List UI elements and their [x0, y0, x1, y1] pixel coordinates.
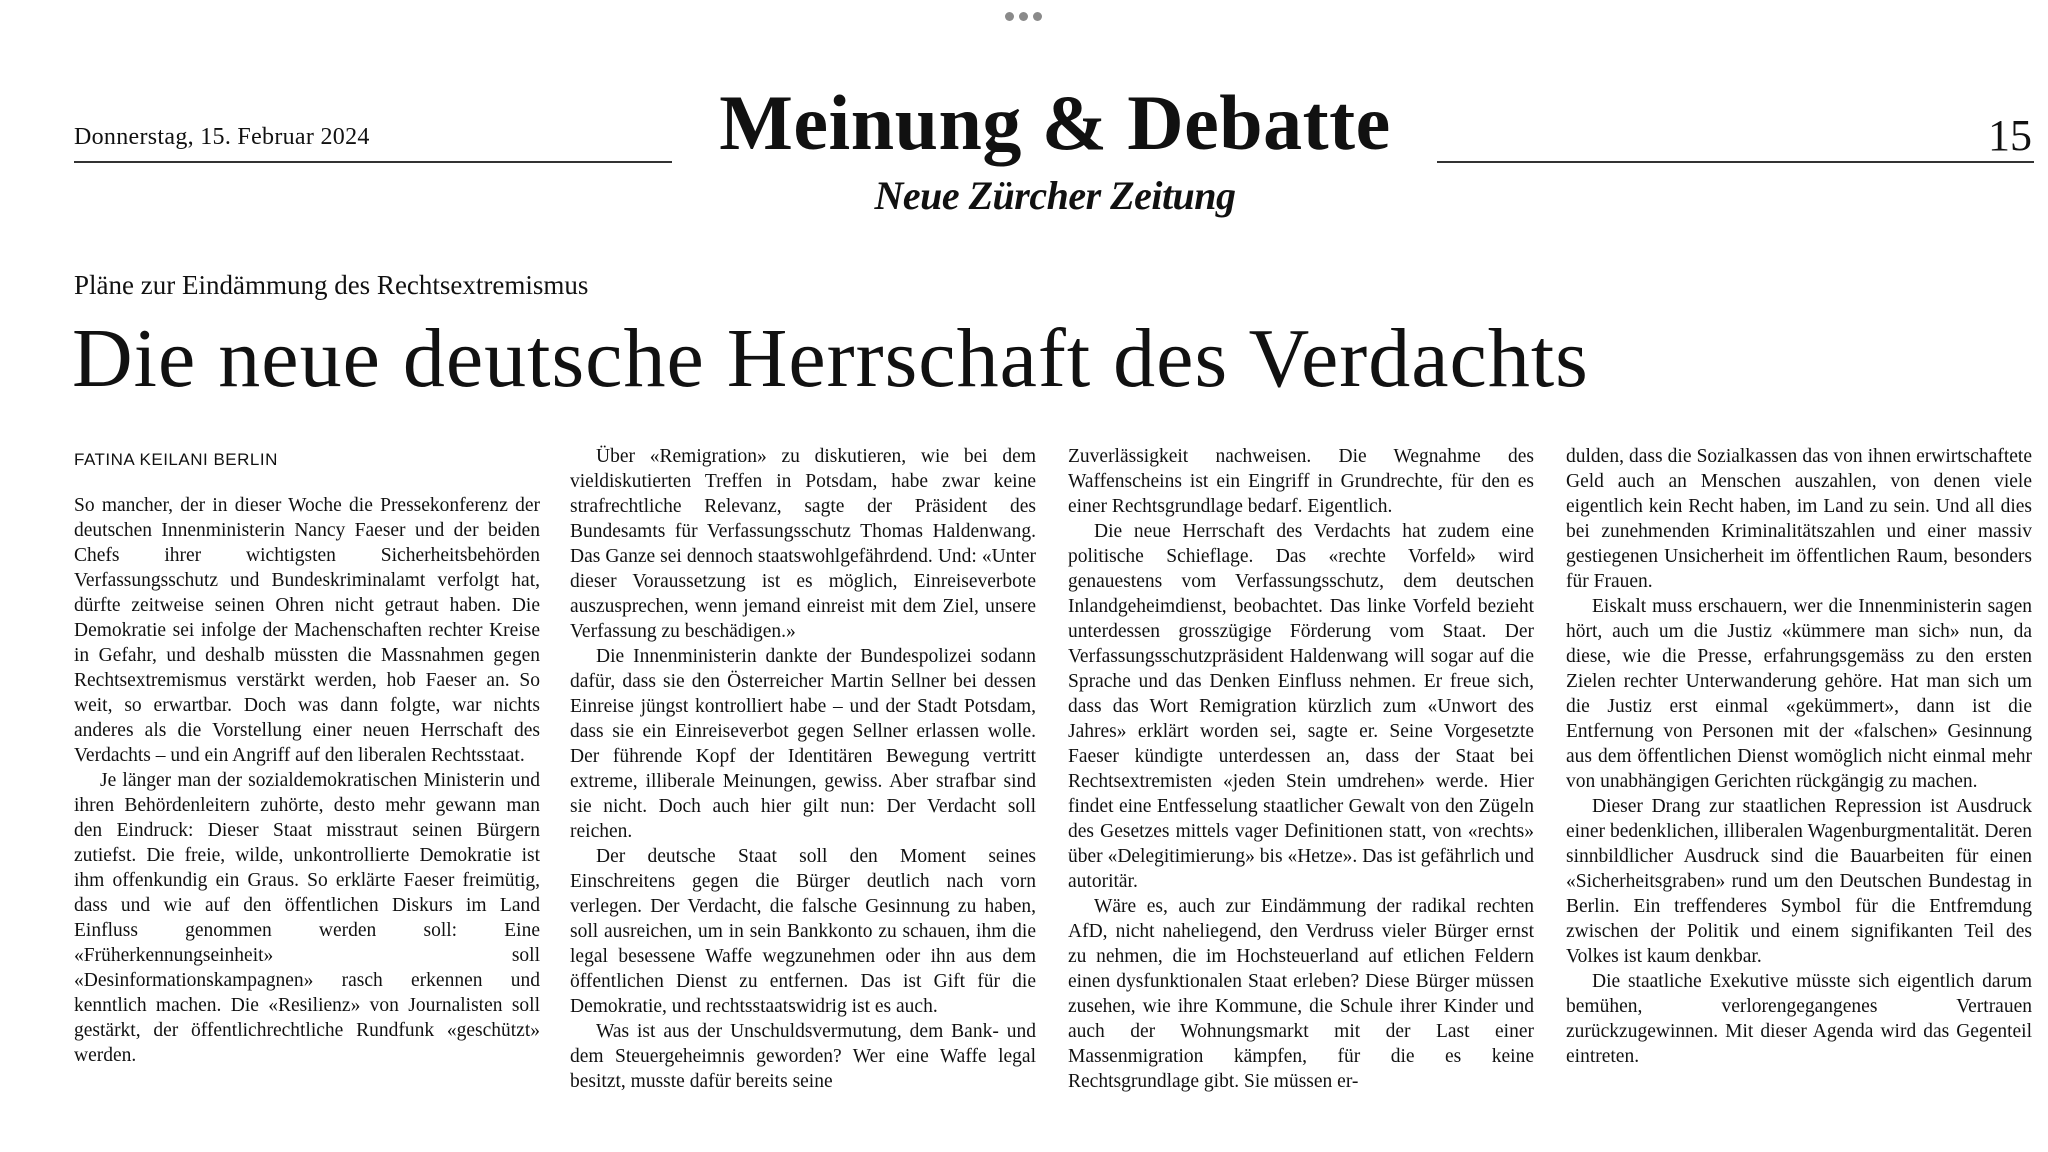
paragraph: Wäre es, auch zur Eindämmung der radikal rechten AfD, nicht naheliegend, den Verdruss vieler Bürger ernst zu nehmen, die im Hochsteuerland auf etlichen Feldern einen dysfunktionalen Staat erleben? Diese Bürger müssen zusehen, wie ihre Kommune, die Schule ihrer Kinder und auch der Wohnungsmarkt mit der Last einer Massenmigration kämpfen, für die es keine Rechtsgrundlage gibt. Sie müssen er- [1068, 896, 1534, 1092]
paragraph: Eiskalt muss erschauern, wer die Innenministerin sagen hört, auch um die Justiz «kümmere man sich» nun, da diese, wie die Presse, erfahrungsgemäss zu den ersten Zielen rechter Unterwanderung gehöre. Hat man sich um die Justiz erst einmal «gekümmert», dann ist die Entfernung von Personen mit der «falschen» Gesinnung aus dem öffentlichen Dienst womöglich nicht einmal mehr von unabhängigen Gerichten rückgängig zu machen. [1566, 596, 2032, 792]
article-column-2 [570, 444, 1036, 1094]
article-byline: FATINA KEILANI BERLIN [74, 450, 278, 469]
paragraph: So mancher, der in dieser Woche die Pressekonferenz der deutschen Innenministerin Nancy Faeser und der beiden Chefs ihrer wichtigsten Sicherheitsbehörden Verfassungsschutz und Bundeskriminalamt verfolgt hat, dürfte zeitweise seinen Ohren nicht getraut haben. Die Demokratie sei infolge der Machenschaften rechter Kreise in Gefahr, und deshalb müssten die Massnahmen gegen Rechtsextremismus verstärkt werden, hob Faeser an. So weit, so erwartbar. Doch was dann folgte, war nichts anderes als die Vorstellung einer neuen Herrschaft des Verdachts – und ein Angriff auf den liberalen Rechtsstaat. [74, 495, 540, 766]
paragraph: Die neue Herrschaft des Verdachts hat zudem eine politische Schieflage. Das «rechte Vorfeld» wird genauestens vom Verfassungsschutz, dem deutschen Inlandgeheimdienst, beobachtet. Das linke Vorfeld bezieht unterdessen grosszügige Förderung vom Staat. Der Verfassungsschutzpräsident Haldenwang will sogar auf die Sprache und das Denken Einfluss nehmen. Er freue sich, dass das Wort Remigration kürzlich zum «Unwort des Jahres» erklärt worden sei, sagte er. Seine Vorgesetzte Faeser kündigte unterdessen an, dass der Staat bei Rechtsextremisten «jeden Stein umdrehen» werde. Hier findet eine Entfesselung staatlicher Gewalt von den Zügeln des Gesetzes mittels vager Definitionen statt, von «rechts» über «Delegitimierung» bis «Hetze». Das ist gefährlich und autoritär. [1068, 521, 1534, 892]
header-rule-right [1437, 161, 2034, 163]
article-kicker: Pläne zur Eindämmung des Rechtsextremismus [74, 270, 589, 300]
paragraph: Dieser Drang zur staatlichen Repression ist Ausdruck einer bedenklichen, illiberalen Wagenburgmentalität. Deren sinnbildlicher Ausdruck sind die Bauarbeiten für einen «Sicherheitsgraben» rund um den Deutschen Bundestag in Berlin. Ein treffenderes Symbol für die Entfremdung zwischen der Politik und einem signifikanten Teil des Volkes ist kaum denkbar. [1566, 796, 2032, 967]
article-column-4 [1566, 444, 2032, 1069]
dot [1005, 12, 1014, 21]
header-rule-left [74, 161, 672, 163]
article-column-1 [74, 493, 540, 1068]
newspaper-logo: Neue Zürcher Zeitung [874, 173, 1236, 218]
paragraph: dulden, dass die Sozialkassen das von ihnen erwirtschaftete Geld auch an Menschen auszahlen, von denen viele eigentlich kein Recht haben, im Land zu sein. Und all dies bei zunehmenden Kriminalitätszahlen und einer massiv gestiegenen Unsicherheit im öffentlichen Raum, besonders für Frauen. [1566, 446, 2032, 592]
paragraph: Über «Remigration» zu diskutieren, wie bei dem vieldiskutierten Treffen in Potsdam, habe zwar keine strafrechtliche Relevanz, sagte der Präsident des Bundesamts für Verfassungsschutz Thomas Haldenwang. Das Ganze sei dennoch staatswohlgefährdend. Und: «Unter dieser Voraussetzung ist es möglich, Einreiseverbote auszusprechen, wenn jemand einreist mit dem Ziel, unsere Verfassung zu beschädigen.» [570, 446, 1036, 642]
paragraph: Die Innenministerin dankte der Bundespolizei sodann dafür, dass sie den Österreicher Martin Sellner bei dessen Einreise jüngst kontrolliert habe – und der Stadt Potsdam, dass sie ein Einreiseverbot gegen Sellner erlassen wolle. Der führende Kopf der Identitären Bewegung vertritt extreme, illiberale Meinungen, gewiss. Aber strafbar sind sie nicht. Doch auch hier gilt nun: Der Verdacht soll reichen. [570, 646, 1036, 842]
more-options-icon[interactable] [1005, 12, 1042, 21]
paragraph: Was ist aus der Unschuldsvermutung, dem Bank- und dem Steuergeheimnis geworden? Wer eine Waffe legal besitzt, musste dafür bereits seine [570, 1021, 1036, 1092]
page-number: 15 [1988, 111, 2032, 160]
dot [1019, 12, 1028, 21]
paragraph: Die staatliche Exekutive müsste sich eigentlich darum bemühen, verlorengegangenes Vertrauen zurückzugewinnen. Mit dieser Agenda wird das Gegenteil eintreten. [1566, 971, 2032, 1067]
paragraph: Der deutsche Staat soll den Moment seines Einschreitens gegen die Bürger deutlich nach vorn verlegen. Der Verdacht, die falsche Gesinnung zu haben, soll ausreichen, um in sein Bankkonto zu schauen, ihm die legal besessene Waffe wegzunehmen oder ihn aus dem öffentlichen Dienst zu entfernen. Das ist Gift für die Demokratie, und rechtsstaatswidrig ist es auch. [570, 846, 1036, 1017]
dot [1033, 12, 1042, 21]
issue-date: Donnerstag, 15. Februar 2024 [74, 124, 370, 150]
section-title: Meinung & Debatte [719, 79, 1391, 166]
paragraph: Je länger man der sozialdemokratischen Ministerin und ihren Behördenleitern zuhörte, desto mehr gewann man den Eindruck: Dieser Staat misstraut seinen Bürgern zutiefst. Die freie, wilde, unkontrollierte Demokratie ist ihm offenkundig ein Graus. So erklärte Faeser freimütig, dass und wie auf den öffentlichen Diskurs im Land Einfluss genommen werden soll: Eine «Früherkennungseinheit» soll «Desinformationskampagnen» rasch erkennen und kenntlich machen. Die «Resilienz» von Journalisten soll gestärkt, der öffentlichrechtliche Rundfunk «geschützt» werden. [74, 770, 540, 1066]
article-column-3 [1068, 444, 1534, 1094]
paragraph: Zuverlässigkeit nachweisen. Die Wegnahme des Waffenscheins ist ein Eingriff in Grundrechte, für den es einer Rechtsgrundlage bedarf. Eigentlich. [1068, 446, 1534, 517]
article-headline: Die neue deutsche Herrschaft des Verdachts [72, 312, 1589, 405]
